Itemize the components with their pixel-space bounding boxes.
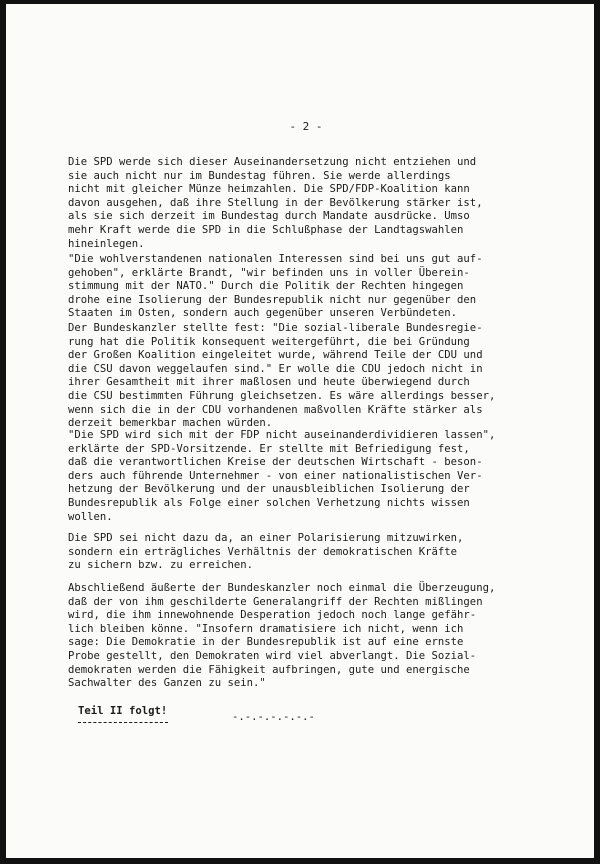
paragraph-1: Die SPD werde sich dieser Auseinandersetzung nicht entziehen und sie auch nicht nur im Bundestag führen. Sie werde allerdings nicht mit gleicher Münze heimzahlen. Die SPD/FDP-Koalition kann davon ausgehen, daß ihre Stellung in der Bevölkerung stärker ist, als sie sich derzeit im Bundestag durch Mandate ausdrücke. Umso mehr Kraft werde die SPD in die Schlußphase der Landtagswahlen hineinlegen. <box>68 156 483 250</box>
paragraph-6: Abschließend äußerte der Bundeskanzler noch einmal die Überzeugung, daß der von ihm geschilderte Generalangriff der Rechten mißlingen wird, die ihm innewohnende Desperation jedoch noch lange gefähr- lich bleiben könne. "Insofern dramatisiere ich nicht, wenn ich sage: Die Demokratie in der Bundesrepublik ist auf eine ernste Probe gestellt, den Demokraten wird viel abverlangt. Die Sozial- demokraten werden die Fähigkeit aufbringen, gute und energische Sachwalter des Ganzen zu sein." <box>68 582 496 690</box>
paragraph-2: "Die wohlverstandenen nationalen Interessen sind bei uns gut auf- gehoben", erklärte Brandt, "wir befinden uns in voller Überein- stimmung mit der NATO." Durch die Politik der Rechten hingegen drohe eine Isolierung der Bundesrepublik nicht nur gegenüber den Staaten im Osten, sondern auch gegenüber unseren Verbündeten. <box>68 253 483 320</box>
section-separator: -.-.-.-.-.-.- <box>232 711 315 723</box>
paragraph-3: Der Bundeskanzler stellte fest: "Die sozial-liberale Bundesregie- rung hat die Politik konsequent weitergeführt, die bei Gründung der Großen Koalition eingeleitet wurde, während Teile der CDU und die CSU davon weggelaufen sind." Er wolle die CDU jedoch nicht in ihrer Gesamtheit mit ihrer maßlosen und heute überwiegend durch die CSU bestimmten Führung gleichsetzen. Es wäre allerdings besser, wenn sich die in der CDU vorhandenen maßvollen Kräfte stärker als derzeit bemerkbar machen würden. <box>68 322 496 430</box>
page-number: - 2 - <box>289 120 323 133</box>
continued-underline <box>78 722 168 723</box>
paragraph-4: "Die SPD wird sich mit der FDP nicht auseinanderdividieren lassen", erklärte der SPD-Vorsitzende. Er stellte mit Befriedigung fest, daß die verantwortlichen Kreise der deutschen Wirtschaft - beson- ders auch führende Unternehmer - von einer nationalistischen Ver- hetzung der Bevölkerung und der unausbleiblichen Isolierung der Bundesrepublik als Folge einer solchen Verhetzung nichts wissen wollen. <box>68 429 496 523</box>
paragraph-5: Die SPD sei nicht dazu da, an einer Polarisierung mitzuwirken, sondern ein erträgliches Verhältnis der demokratischen Kräfte zu sichern bzw. zu erreichen. <box>68 532 464 572</box>
continued-notice: Teil II folgt! <box>78 705 168 717</box>
